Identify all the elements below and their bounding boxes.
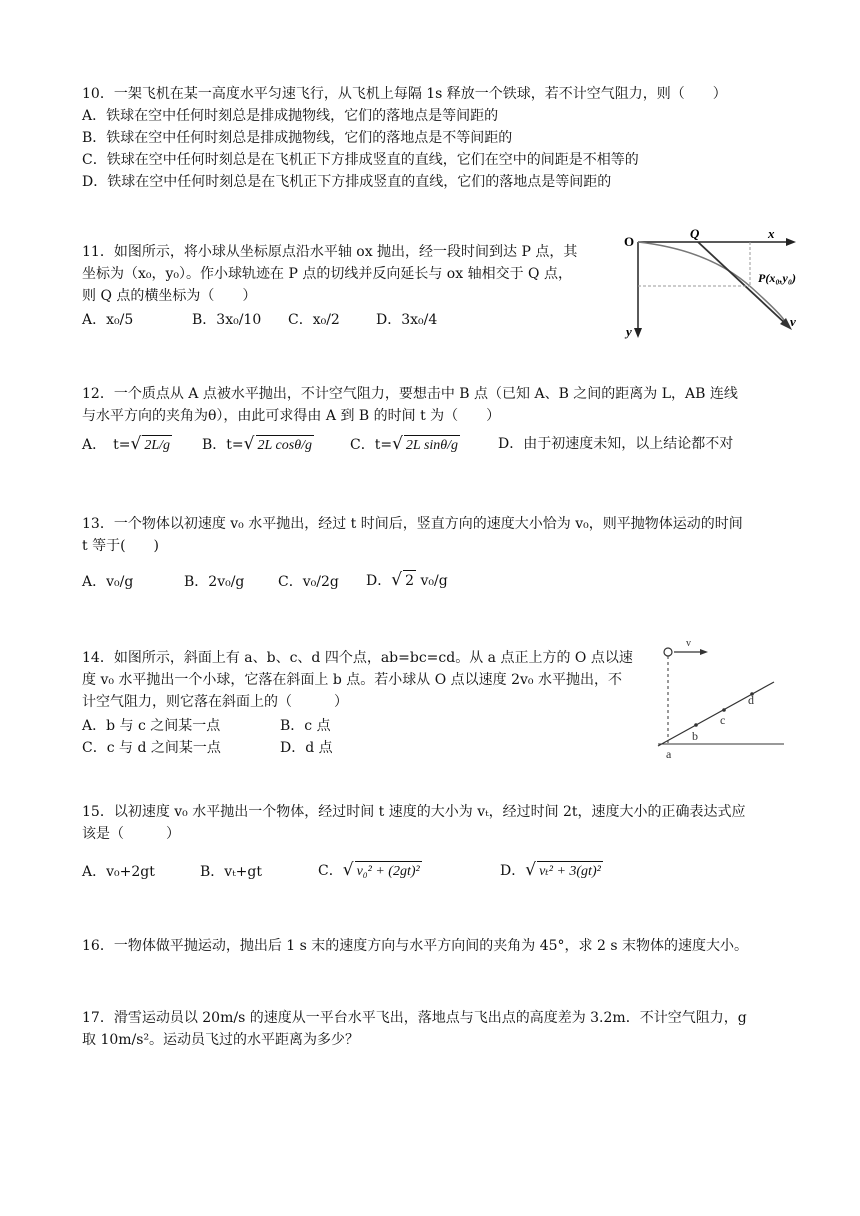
q13-option-d: D．√ 2 v₀/g xyxy=(366,570,448,590)
q13-line-1: 13．一个物体以初速度 v₀ 水平抛出，经过 t 时间后，竖直方向的速度大小恰为 v₀，则平抛物体运动的时间 xyxy=(82,516,743,532)
q10-stem: 10．一架飞机在某一高度水平匀速飞行，从飞机上每隔 1s 释放一个铁球，若不计空气阻力，则（ ） xyxy=(82,86,727,102)
q14-line-3: 计空气阻力，则它落在斜面上的（ ） xyxy=(82,694,348,710)
q11-fig-label-p: P(x₀,y₀) xyxy=(758,271,797,285)
q16-text: 16．一物体做平抛运动，抛出后 1 s 末的速度方向与水平方向间的夹角为 45°，求 2 s 末物体的速度大小。 xyxy=(82,938,748,954)
q14-option-b: B．c 点 xyxy=(280,718,331,734)
q15-option-d-radicand: vₜ² + 3(gt)² xyxy=(537,861,603,882)
q14-option-c: C．c 与 d 之间某一点 xyxy=(82,740,221,756)
q11-fig-label-v: v xyxy=(790,314,796,329)
q13-option-c: C．v₀/2g xyxy=(278,574,339,590)
q14-fig-label-c: c xyxy=(720,713,726,727)
q17-line-2: 取 10m/s²。运动员飞过的水平距离为多少？ xyxy=(82,1032,360,1048)
q11-line-1: 11．如图所示，将小球从坐标原点沿水平轴 ox 抛出，经一段时间到达 P 点，其 xyxy=(82,244,578,260)
q12-option-a-prefix: A． t= xyxy=(82,437,131,453)
q15-line-2: 该是（ ） xyxy=(82,826,180,842)
q15-option-d-prefix: D． xyxy=(500,863,526,879)
q11-fig-label-y: y xyxy=(626,324,632,339)
q14-option-a: A．b 与 c 之间某一点 xyxy=(82,718,221,734)
q15-option-b: B．vₜ+gt xyxy=(200,864,262,880)
q12-option-a-radicand: 2L/g xyxy=(142,435,172,456)
q14-fig-label-v: v xyxy=(686,638,691,649)
q12-option-b-prefix: B．t= xyxy=(202,437,244,453)
q12-option-b: B．t=√ 2L cosθ/g xyxy=(202,434,312,454)
q15-option-c: C．√ v₀² + (2gt)² xyxy=(318,860,420,880)
q11-option-c: C．x₀/2 xyxy=(288,312,340,328)
q13-line-2: t 等于( ) xyxy=(82,538,159,554)
q11-fig-label-q: Q xyxy=(690,226,700,241)
q10-option-c: C．铁球在空中任何时刻总是在飞机正下方排成竖直的直线，它们在空中的间距是不相等的 xyxy=(82,152,639,168)
q10-option-d: D．铁球在空中任何时刻总是在飞机正下方排成竖直的直线，它们的落地点是等间距的 xyxy=(82,174,612,190)
q14-line-2: 度 v₀ 水平抛出一个小球，它落在斜面上 b 点。若小球从 O 点以速度 2v₀ 水平抛出，不 xyxy=(82,672,622,688)
q11-line-2: 坐标为（x₀，y₀）。作小球轨迹在 P 点的切线并反向延长与 ox 轴相交于 Q 点， xyxy=(82,266,572,282)
q14-option-d: D．d 点 xyxy=(280,740,333,756)
q11-option-a: A．x₀/5 xyxy=(82,312,134,328)
q17-line-1: 17．滑雪运动员以 20m/s 的速度从一平台水平飞出，落地点与飞出点的高度差为 3.2m．不计空气阻力，g xyxy=(82,1010,747,1026)
q14-line-1: 14．如图所示，斜面上有 a、b、c、d 四个点，ab=bc=cd。从 a 点正上方的 O 点以速 xyxy=(82,650,633,666)
q12-option-b-radicand: 2L cosθ/g xyxy=(256,435,314,456)
q15-option-c-radicand: v₀² + (2gt)² xyxy=(355,861,422,882)
q13-option-b: B．2v₀/g xyxy=(184,574,245,590)
q10-option-b: B．铁球在空中任何时刻总是排成抛物线，它们的落地点是不等间距的 xyxy=(82,130,513,146)
q14-figure xyxy=(650,634,790,762)
q14-fig-label-b: b xyxy=(692,729,698,743)
q12-option-c-prefix: C．t= xyxy=(350,437,393,453)
q10-option-a: A．铁球在空中任何时刻总是排成抛物线，它们的落地点是等间距的 xyxy=(82,108,499,124)
q14-fig-label-d: d xyxy=(748,693,754,707)
q12-option-a: A． t=√ 2L/g xyxy=(82,434,170,454)
q13-option-d-prefix: D． xyxy=(366,573,392,589)
q12-option-c: C．t=√ 2L sinθ/g xyxy=(350,434,459,454)
q12-option-d: D．由于初速度未知，以上结论都不对 xyxy=(498,436,734,452)
q11-fig-label-x: x xyxy=(768,226,775,241)
q11-figure xyxy=(620,222,820,346)
q13-option-d-radicand: 2 xyxy=(403,570,416,591)
q11-option-d: D．3x₀/4 xyxy=(376,312,438,328)
q13-option-a: A．v₀/g xyxy=(82,574,134,590)
q11-option-b: B．3x₀/10 xyxy=(192,312,262,328)
q15-line-1: 15．以初速度 v₀ 水平抛出一个物体，经过时间 t 速度的大小为 vₜ，经过时间 2t，速度大小的正确表达式应 xyxy=(82,804,746,820)
q12-line-1: 12．一个质点从 A 点被水平抛出，不计空气阻力，要想击中 B 点（已知 A、B 之间的距离为 L，AB 连线 xyxy=(82,386,738,402)
q11-fig-label-o: O xyxy=(624,234,635,249)
q12-option-c-radicand: 2L sinθ/g xyxy=(404,435,460,456)
q15-option-c-prefix: C． xyxy=(318,863,343,879)
q15-option-a: A．v₀+2gt xyxy=(82,864,155,880)
q15-option-d: D．√ vₜ² + 3(gt)² xyxy=(500,860,601,880)
q13-option-d-suffix: v₀/g xyxy=(416,573,448,589)
q14-fig-label-a: a xyxy=(666,747,672,761)
q12-line-2: 与水平方向的夹角为θ），由此可求得由 A 到 B 的时间 t 为（ ） xyxy=(82,408,501,424)
q11-line-3: 则 Q 点的横坐标为（ ） xyxy=(82,288,257,304)
